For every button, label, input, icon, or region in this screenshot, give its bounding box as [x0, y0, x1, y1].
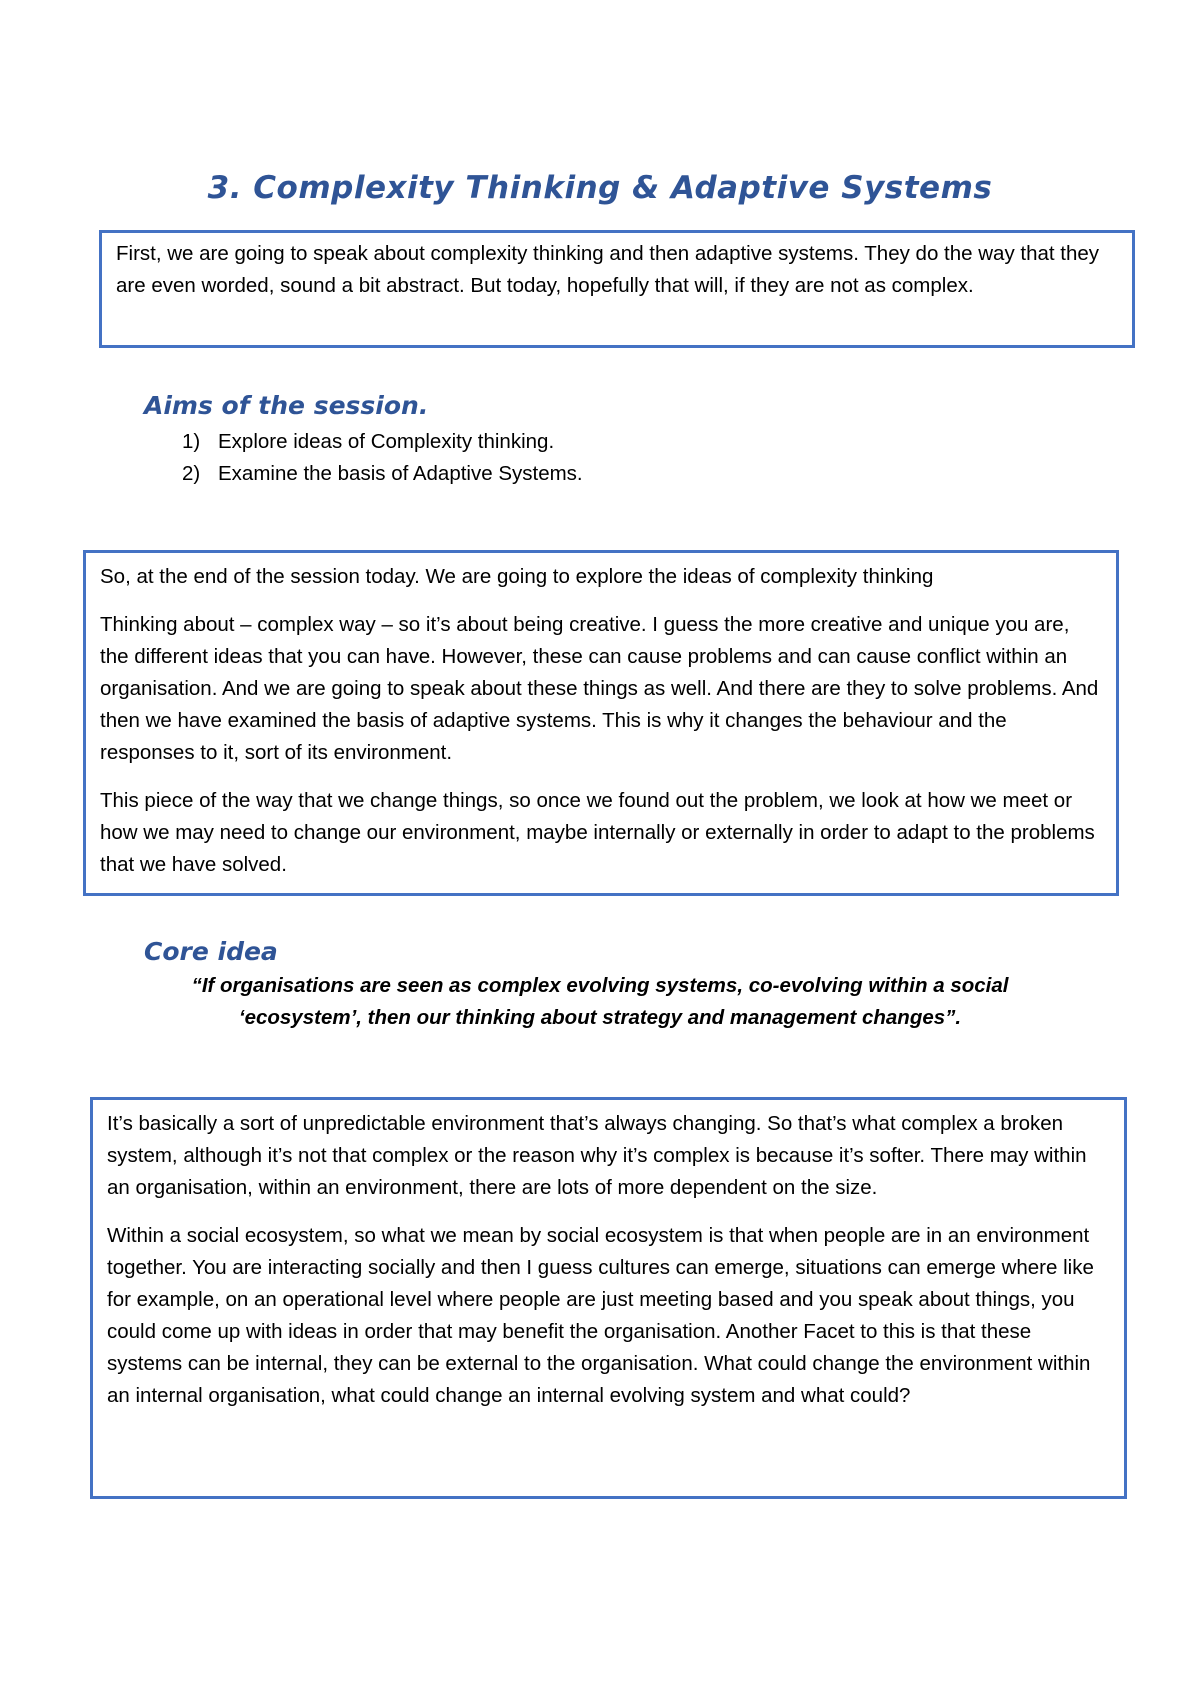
aims-notes-paragraph: So, at the end of the session today. We are going to explore the ideas of complexity thinking: [100, 565, 934, 588]
aims-notes-box: [83, 550, 1119, 896]
intro-paragraph: First, we are going to speak about complexity thinking and then adaptive systems. They do the way that they are even worded, sound a bit abstract. But today, hopefully that will, if they are not as complex.: [116, 242, 1100, 297]
core-notes-box: [90, 1097, 1127, 1499]
core-notes-paragraph: Within a social ecosystem, so what we mean by social ecosystem is that when people are in an environment together. You are interacting socially and then I guess cultures can emerge, situations can emerge where like for example, on an operational level where people are just meeting based and you speak about things, you could come up with ideas in order that may benefit the organisation. Another Facet to this is that these systems can be internal, they can be external to the organisation. What could change the environment within an internal organisation, what could change an internal evolving system and what could?: [107, 1224, 1094, 1407]
list-item: [182, 458, 583, 490]
list-item: [182, 426, 583, 458]
intro-text-box: [99, 230, 1135, 348]
list-item-text: Examine the basis of Adaptive Systems.: [218, 462, 583, 485]
core-idea-heading: Core idea: [144, 937, 278, 966]
aims-list: [182, 426, 583, 490]
list-item-number: 1): [182, 430, 201, 453]
aims-notes-paragraph: This piece of the way that we change things, so once we found out the problem, we look at how we meet or how we may need to change our environment, maybe internally or externally in order to adapt to the problems that we have solved.: [100, 789, 1095, 876]
list-item-text: Explore ideas of Complexity thinking.: [218, 430, 555, 453]
aims-notes-paragraph: Thinking about – complex way – so it’s about being creative. I guess the more creative and unique you are, the different ideas that you can have. However, these can cause problems and can cause conflict within an organisation. And we are going to speak about these things as well. And there are they to solve problems. And then we have examined the basis of adaptive systems. This is why it changes the behaviour and the responses to it, sort of its environment.: [100, 613, 1099, 764]
page-title: 3. Complexity Thinking & Adaptive Systems: [207, 170, 993, 206]
core-notes-paragraph: It’s basically a sort of unpredictable environment that’s always changing. So that’s what complex a broken system, although it’s not that complex or the reason why it’s complex is because it’s softer. There may within an organisation, within an environment, there are lots of more dependent on the size.: [107, 1112, 1087, 1199]
aims-heading: Aims of the session.: [144, 391, 429, 420]
list-item-number: 2): [182, 462, 201, 485]
core-idea-quote: “If organisations are seen as complex evolving systems, co-evolving within a social ‘ecosystem’, then our thinking about strategy and management changes”.: [191, 974, 1009, 1029]
